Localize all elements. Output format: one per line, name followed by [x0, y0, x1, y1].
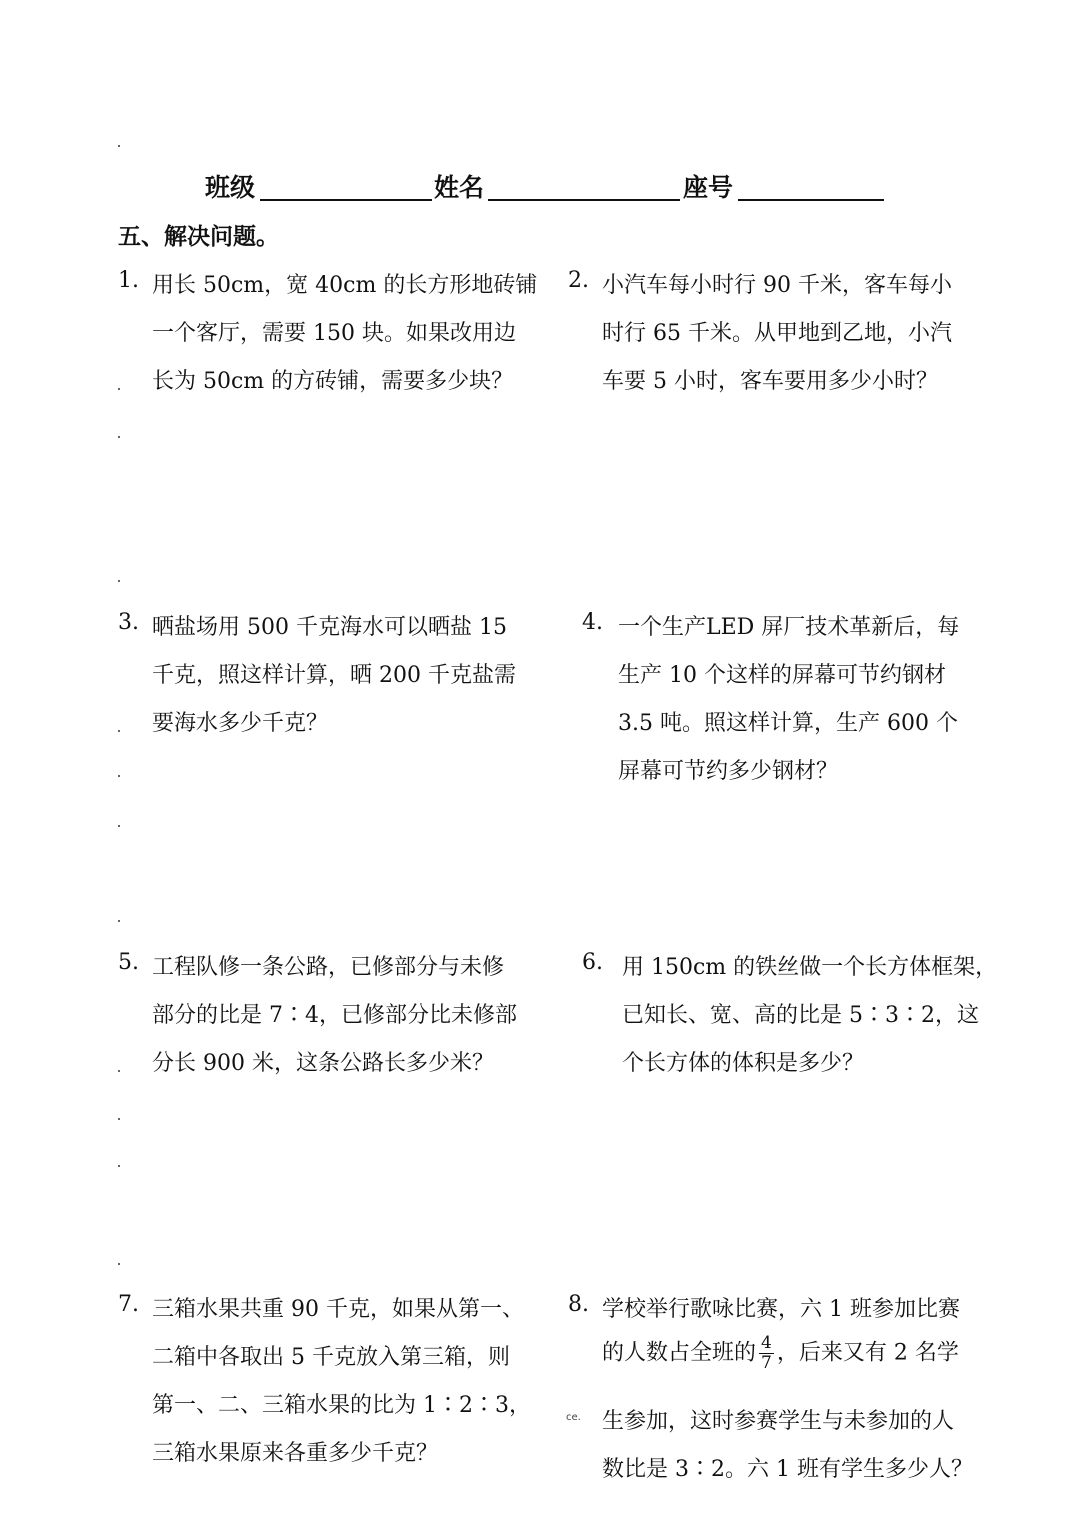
margin-dot	[118, 730, 120, 732]
problem-text-line: 一个生产LED 屏厂技术革新后，每	[618, 615, 960, 640]
name-blank[interactable]	[488, 199, 680, 201]
fraction-numerator: 4	[761, 1333, 772, 1353]
margin-dot	[118, 825, 120, 827]
problem-5	[118, 950, 568, 1090]
class-label: 班级	[205, 173, 256, 202]
problem-3	[118, 610, 568, 750]
problem-text-line: 晒盐场用 500 千克海水可以晒盐 15	[152, 615, 507, 640]
problem-number: 2.	[568, 268, 589, 293]
margin-dot	[118, 1070, 120, 1072]
problem-number: 6.	[582, 950, 603, 975]
problem-number: 8.	[568, 1292, 589, 1317]
problem-text-line: 三箱水果共重 90 千克，如果从第一、	[152, 1297, 524, 1322]
margin-dot	[118, 1118, 120, 1120]
stray-mark: ce.	[566, 1412, 581, 1423]
problem-text-line: 长为 50cm 的方砖铺，需要多少块？	[152, 369, 514, 394]
fraction	[759, 1334, 774, 1373]
problem-text-line: 小汽车每小时行 90 千米，客车每小	[602, 273, 952, 298]
margin-dot	[118, 580, 120, 582]
problem-text-line: 一个客厅，需要 150 块。如果改用边	[152, 321, 516, 346]
margin-dot	[118, 775, 120, 777]
problem-2	[568, 268, 1008, 408]
seat-label: 座号	[683, 173, 734, 202]
problem-text-line: 部分的比是 7∶4，已修部分比未修部	[152, 1003, 517, 1028]
problem-1	[118, 268, 558, 408]
problem-7	[118, 1292, 568, 1482]
problem-text-line: 要海水多少千克？	[152, 711, 329, 736]
problem-text-line: 第一、二、三箱水果的比为 1∶2∶3，	[152, 1393, 531, 1418]
problem-number: 5.	[118, 950, 139, 975]
problem-text-line: 三箱水果原来各重多少千克？	[152, 1441, 439, 1466]
problem-number: 3.	[118, 610, 139, 635]
section-title: 五、解决问题。	[118, 224, 279, 250]
problem-text-line: 分长 900 米，这条公路长多少米？	[152, 1051, 494, 1076]
margin-dot	[118, 388, 120, 390]
margin-dot	[118, 145, 120, 147]
problem-text-line: 工程队修一条公路，已修部分与未修	[152, 955, 505, 980]
problem-6	[582, 950, 1032, 1090]
problem-4	[582, 610, 1032, 800]
problem-number: 7.	[118, 1292, 139, 1317]
margin-dot	[118, 1263, 120, 1265]
problem-text-line: 用长 50cm，宽 40cm 的长方形地砖铺	[152, 273, 538, 298]
problem-text-segment: 的人数占全班的	[602, 1340, 757, 1366]
problem-text-line-with-fraction	[602, 1334, 959, 1373]
seat-blank[interactable]	[738, 199, 884, 201]
problem-text-line: 数比是 3∶2。六 1 班有学生多少人？	[602, 1457, 973, 1482]
problem-text-line: 生参加，这时参赛学生与未参加的人	[602, 1409, 955, 1434]
margin-dot	[118, 436, 120, 438]
problem-text-line: 用 150cm 的铁丝做一个长方体框架，	[622, 955, 998, 980]
problem-text-line: 学校举行歌咏比赛，六 1 班参加比赛	[602, 1297, 960, 1322]
problem-number: 4.	[582, 610, 603, 635]
student-info-header	[205, 168, 905, 208]
name-label: 姓名	[434, 173, 485, 202]
problem-text-line: 二箱中各取出 5 千克放入第三箱，则	[152, 1345, 510, 1370]
problem-number: 1.	[118, 268, 139, 293]
class-blank[interactable]	[260, 199, 432, 201]
problem-text-line: 已知长、宽、高的比是 5∶3∶2，这	[622, 1003, 979, 1028]
problem-text-line: 时行 65 千米。从甲地到乙地，小汽	[602, 321, 952, 346]
problem-text-line: 个长方体的体积是多少？	[622, 1051, 865, 1076]
fraction-denominator: 7	[761, 1353, 772, 1373]
problem-text-line: 屏幕可节约多少钢材？	[618, 759, 839, 784]
margin-dot	[118, 1165, 120, 1167]
problem-text-line: 3.5 吨。照这样计算，生产 600 个	[618, 711, 958, 736]
problem-text-line: 车要 5 小时，客车要用多少小时？	[602, 369, 938, 394]
problem-text-line: 生产 10 个这样的屏幕可节约钢材	[618, 663, 946, 688]
margin-dot	[118, 920, 120, 922]
problem-8	[568, 1292, 1028, 1492]
problem-text-line: 千克，照这样计算，晒 200 千克盐需	[152, 663, 516, 688]
problem-text-segment: ，后来又有 2 名学	[776, 1340, 959, 1366]
